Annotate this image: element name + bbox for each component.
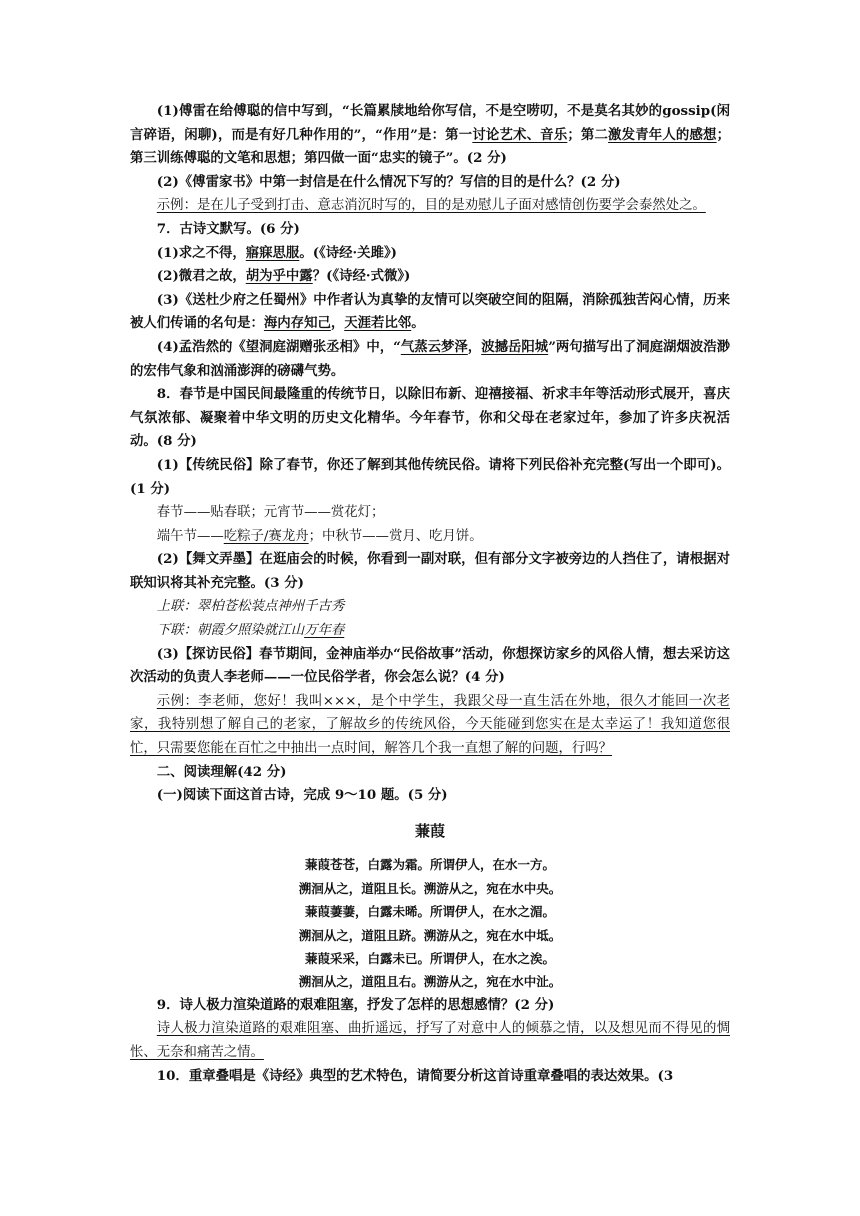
- q8-part3-answer: 示例：李老师，您好！我叫×××，是个中学生，我跟父母一直生活在外地，很久才能回一次老家，我特别想了解自己的老家，了解故乡的传统风俗，今天能碰到您实在是太幸运了！我知道您很忙，只需要您能在百忙之中抽出一点时间，解答几个我一直想了解的问题，行吗？: [130, 693, 730, 757]
- q7-heading: 7．古诗文默写。(6 分): [156, 220, 300, 237]
- poem-line: 蒹葭苍苍，白露为霜。所谓伊人，在水一方。: [304, 857, 555, 873]
- section2-subheading: (一)阅读下面这首古诗，完成 9～10 题。(5 分): [156, 787, 448, 804]
- poem-line: 溯洄从之，道阻且长。溯游从之，宛在水中央。: [298, 880, 562, 896]
- q8-heading: 8．春节是中国民间最隆重的传统节日，以除旧布新、迎禧接福、祈求丰年等活动形式展开，喜庆气氛浓郁、凝聚着中华文明的历史文化精华。今年春节，你和父母在老家过年，参加了许多庆祝活动。(8 分): [130, 386, 730, 450]
- section2-heading: 二、阅读理解(42 分): [156, 763, 287, 780]
- poem-line: 蒹葭萋萋，白露未晞。所谓伊人，在水之湄。: [304, 904, 555, 920]
- q7-item2: (2)微君之故，胡为乎中露？(《诗经·式微》): [156, 268, 411, 285]
- q7-item3: (3)《送杜少府之任蜀州》中作者认为真挚的友情可以突破空间的阻隔，消除孤独苦闷心情，历来被人们传诵的名句是：海内存知己，天涯若比邻。: [130, 291, 730, 332]
- q8-part3: (3)【探访民俗】春节期间，金神庙举办“民俗故事”活动，你想探访家乡的风俗人情，想去采访这次活动的负责人李老师——一位民俗学者，你会怎么说？(4 分): [130, 645, 730, 686]
- poem-line: 溯洄从之，道阻且跻。溯游从之，宛在水中坻。: [298, 927, 562, 943]
- q8-part1: (1)【传统民俗】除了春节，你还了解到其他传统民俗。请将下列民俗补充完整(写出一个即可)。(1 分): [130, 456, 730, 497]
- q6-part2-question: (2)《傅雷家书》中第一封信是在什么情况下写的？写信的目的是什么？(2 分): [156, 173, 621, 190]
- q9-question: 9．诗人极力渲染道路的艰难阻塞，抒发了怎样的思想感情？(2 分): [156, 996, 555, 1013]
- q6-part1: (1)傅雷在给傅聪的信中写到，“长篇累牍地给你写信，不是空唠叨，不是莫名其妙的gossip(闲言碎语，闲聊)，而是有好几种作用的”，“作用”是：第一讨论艺术、音乐；第二激发青年人的感想；第三训练傅聪的文笔和思想；第四做一面“忠实的镜子”。(2 分): [130, 103, 731, 167]
- q7-item1: (1)求之不得，寤寐思服。(《诗经·关雎》): [156, 244, 397, 261]
- poem-body: [130, 853, 730, 993]
- couplet-lower: 下联：朝霞夕照染就江山万年春: [156, 623, 345, 639]
- q9-answer: 诗人极力渲染道路的艰难阻塞、曲折遥远，抒写了对意中人的倾慕之情，以及想见而不得见的惆怅、无奈和痛苦之情。: [130, 1021, 730, 1061]
- couplet-upper: 上联：翠柏苍松装点神州千古秀: [156, 599, 345, 615]
- document-page: [130, 100, 730, 1088]
- q8-part2: (2)【舞文弄墨】在逛庙会的时候，你看到一副对联，但有部分文字被旁边的人挡住了，请根据对联知识将其补充完整。(3 分): [130, 551, 730, 591]
- poem-line: 溯洄从之，道阻且右。溯游从之，宛在水中沚。: [298, 974, 562, 990]
- q10-question: 10．重章叠唱是《诗经》典型的艺术特色，请简要分析这首诗重章叠唱的表达效果。(3: [156, 1067, 674, 1084]
- poem-line: 蒹葭采采，白露未已。所谓伊人，在水之涘。: [304, 951, 555, 967]
- q7-item4: (4)孟浩然的《望洞庭湖赠张丞相》中，“气蒸云梦泽，波撼岳阳城”两句描写出了洞庭湖烟波浩渺的宏伟气象和汹涌澎湃的磅礴气势。: [130, 338, 731, 379]
- poem-title: 蒹葭: [414, 821, 445, 840]
- q6-part2-answer: 示例：是在儿子受到打击、意志消沉时写的，目的是劝慰儿子面对感情创伤要学会泰然处之。: [156, 198, 706, 214]
- q8-part1-line2: 端午节——吃粽子/赛龙舟；中秋节——赏月、吃月饼。: [156, 528, 483, 544]
- q8-part1-line1: 春节——贴春联；元宵节——赏花灯；: [156, 505, 385, 521]
